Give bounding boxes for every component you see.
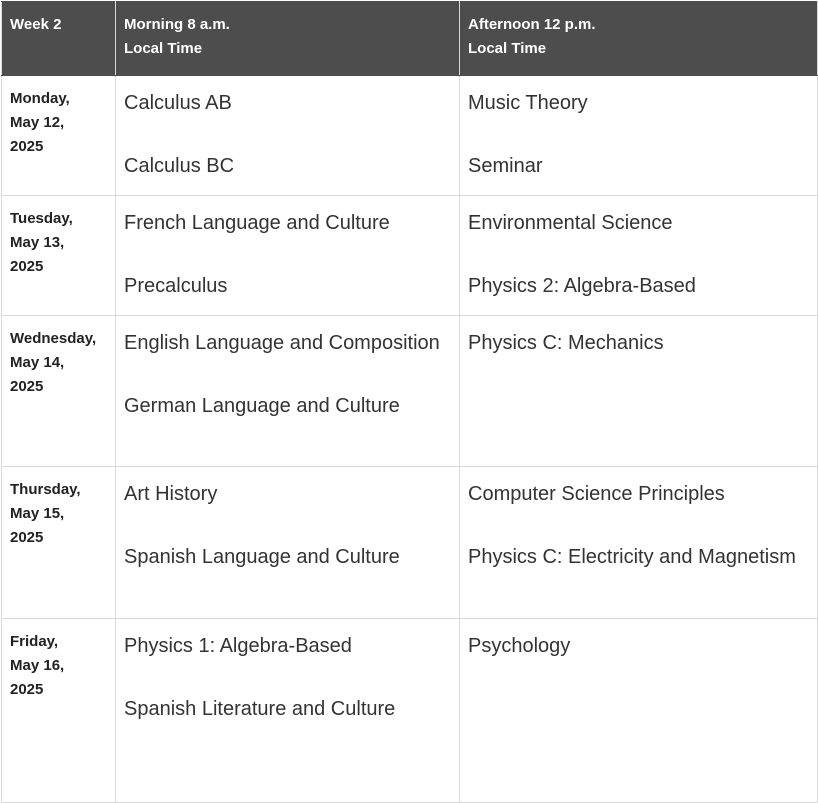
day-name: Tuesday,	[10, 210, 73, 227]
table-row	[2, 619, 818, 803]
day-date: May 16,	[10, 657, 65, 674]
day-year: 2025	[10, 529, 44, 546]
afternoon-cell	[460, 619, 818, 803]
day-year: 2025	[10, 138, 44, 155]
morning-cell	[116, 316, 460, 467]
header-afternoon-zone: Local Time	[468, 40, 547, 57]
exam-name: English Language and Composition	[124, 332, 440, 354]
table-row	[2, 467, 818, 619]
table-row	[2, 316, 818, 467]
table-body	[2, 76, 818, 803]
header-week-label: Week 2	[10, 16, 62, 33]
exam-schedule-table	[1, 1, 818, 803]
day-cell	[2, 316, 116, 467]
header-afternoon-time: Afternoon 12 p.m.	[468, 16, 596, 33]
morning-cell	[116, 76, 460, 196]
exam-name: Psychology	[468, 635, 571, 657]
day-date: May 12,	[10, 114, 65, 131]
header-morning-zone: Local Time	[124, 40, 203, 57]
header-morning-time: Morning 8 a.m.	[124, 16, 230, 33]
day-year: 2025	[10, 258, 44, 275]
day-name: Monday,	[10, 90, 70, 107]
day-cell	[2, 76, 116, 196]
afternoon-cell	[460, 76, 818, 196]
exam-name: Calculus AB	[124, 92, 232, 114]
morning-cell	[116, 467, 460, 619]
day-name: Friday,	[10, 633, 59, 650]
day-date: May 14,	[10, 354, 65, 371]
exam-name: Spanish Literature and Culture	[124, 698, 396, 720]
table-row	[2, 196, 818, 316]
table-row	[2, 76, 818, 196]
day-year: 2025	[10, 681, 44, 698]
day-cell	[2, 196, 116, 316]
header-morning	[116, 2, 460, 76]
exam-name: Spanish Language and Culture	[124, 546, 400, 568]
exam-name: Physics 2: Algebra-Based	[468, 275, 696, 297]
day-date: May 15,	[10, 505, 65, 522]
morning-cell	[116, 196, 460, 316]
exam-name: German Language and Culture	[124, 395, 400, 417]
day-cell	[2, 467, 116, 619]
header-week	[2, 2, 116, 76]
morning-cell	[116, 619, 460, 803]
exam-name: Physics C: Electricity and Magnetism	[468, 546, 796, 568]
table-header	[2, 2, 818, 76]
exam-name: Environmental Science	[468, 212, 673, 234]
exam-name: Seminar	[468, 155, 543, 177]
exam-name: Physics C: Mechanics	[468, 332, 664, 354]
afternoon-cell	[460, 316, 818, 467]
day-cell	[2, 619, 116, 803]
header-afternoon	[460, 2, 818, 76]
day-date: May 13,	[10, 234, 65, 251]
exam-name: French Language and Culture	[124, 212, 390, 234]
exam-name: Music Theory	[468, 92, 588, 114]
afternoon-cell	[460, 467, 818, 619]
exam-name: Art History	[124, 483, 218, 505]
afternoon-cell	[460, 196, 818, 316]
day-name: Thursday,	[10, 481, 81, 498]
day-year: 2025	[10, 378, 44, 395]
exam-name: Precalculus	[124, 275, 228, 297]
day-name: Wednesday,	[10, 330, 97, 347]
exam-name: Calculus BC	[124, 155, 235, 177]
header-row	[2, 2, 818, 76]
exam-name: Computer Science Principles	[468, 483, 725, 505]
exam-name: Physics 1: Algebra-Based	[124, 635, 352, 657]
